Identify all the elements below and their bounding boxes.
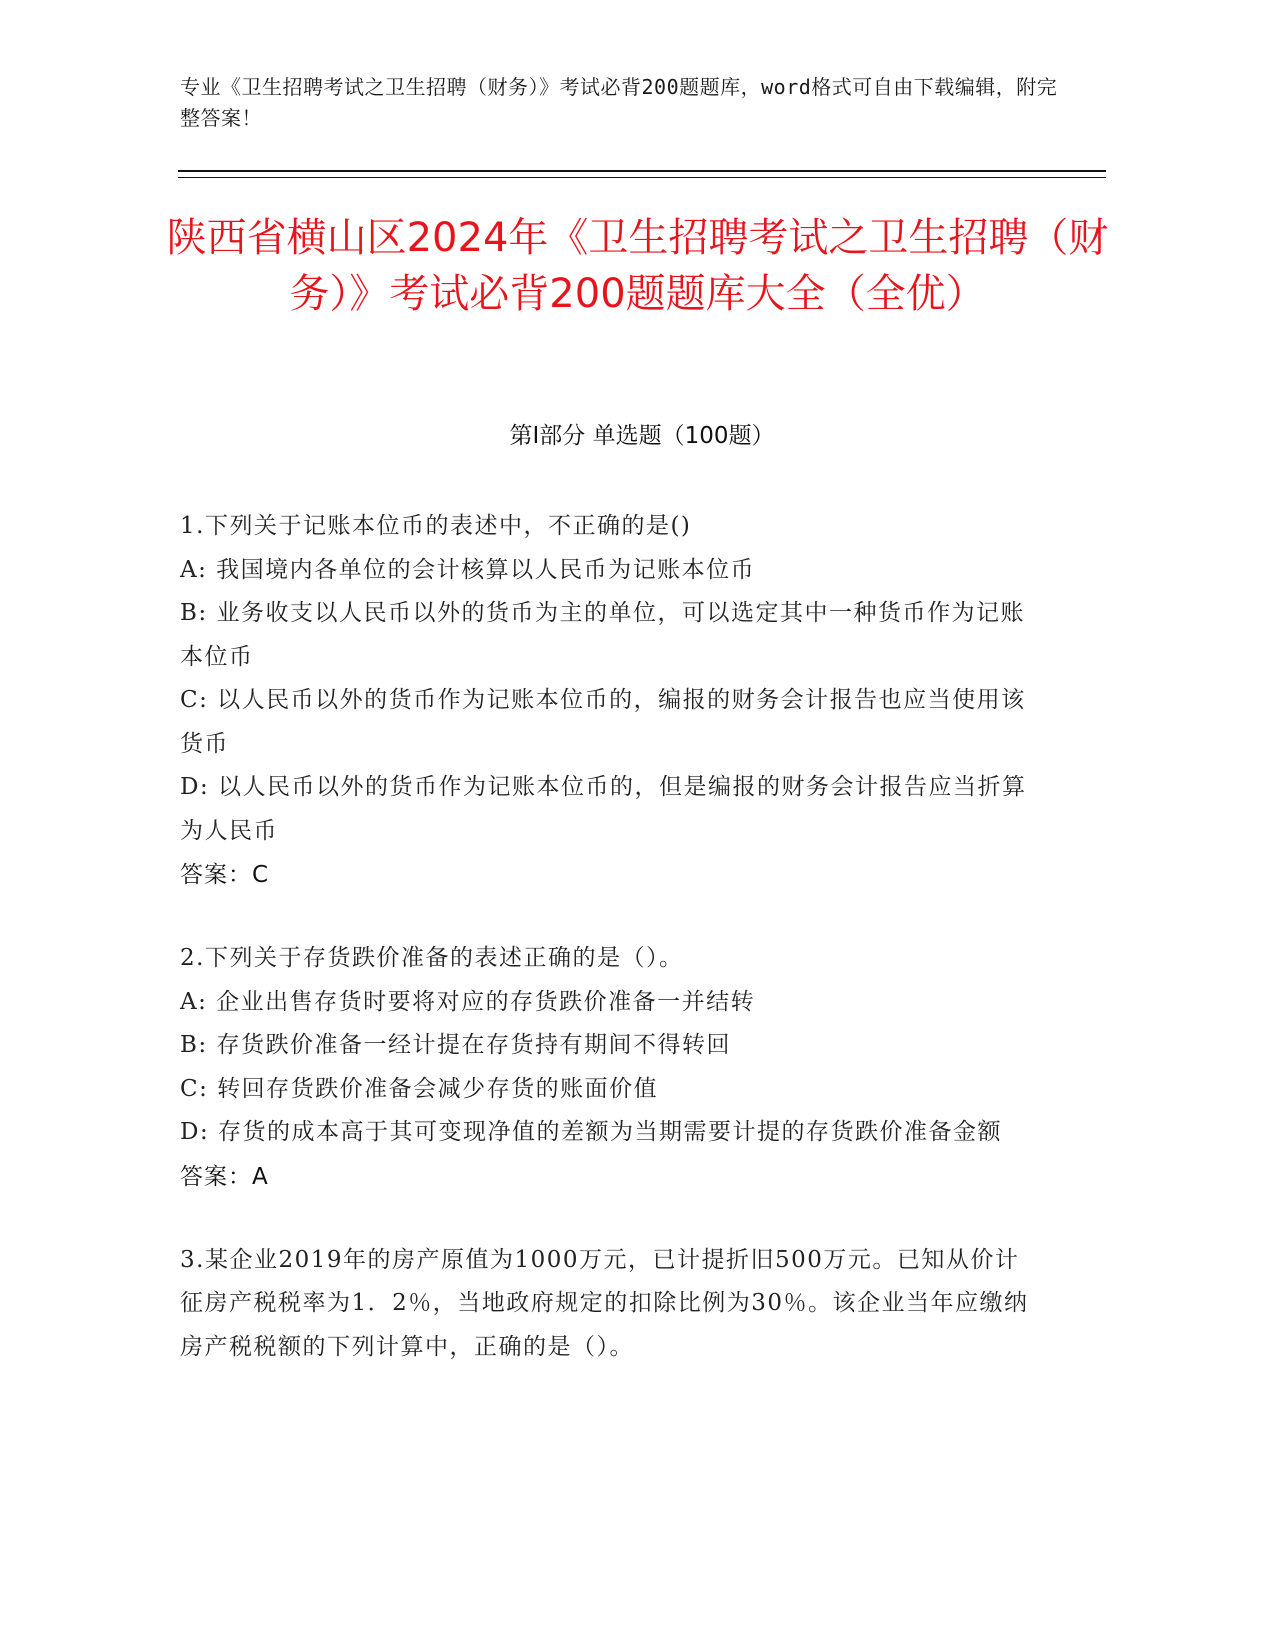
option-a: A: 企业出售存货时要将对应的存货跌价准备一并结转 [180,988,756,1015]
question-2 [180,937,1040,1199]
option-d: D: 存货的成本高于其可变现净值的差额为当期需要计提的存货跌价准备金额 [180,1119,1003,1145]
option-c: C: 转回存货跌价准备会减少存货的账面价值 [180,1075,659,1102]
question-1 [180,505,1040,897]
document-title: 陕西省横山区2024年《卫生招聘考试之卫生招聘（财务）》考试必背200题题库大全（全优） [166,215,1109,317]
header-divider-thick [178,170,1106,172]
question-3 [180,1239,1040,1370]
answer: 答案：A [180,1163,269,1190]
question-stem: 1.下列关于记账本位币的表述中，不正确的是() [180,513,692,539]
option-a: A: 我国境内各单位的会计核算以人民币为记账本位币 [180,556,756,583]
option-b: B: 业务收支以人民币以外的货币为主的单位，可以选定其中一种货币作为记账本位币 [180,600,1025,670]
section-title: 第Ⅰ部分 单选题（100题） [509,423,775,449]
option-d: D: 以人民币以外的货币作为记账本位币的，但是编报的财务会计报告应当折算为人民币 [180,774,1027,844]
question-stem: 2.下列关于存货跌价准备的表述正确的是（）。 [180,945,684,971]
header-note: 专业《卫生招聘考试之卫生招聘（财务）》考试必背200题题库，word格式可自由下载编辑，附完整答案！ [180,75,1058,130]
answer: 答案：C [180,862,270,888]
option-b: B: 存货跌价准备一经计提在存货持有期间不得转回 [180,1032,731,1058]
question-list [180,505,1040,1409]
option-c: C: 以人民币以外的货币作为记账本位币的，编报的财务会计报告也应当使用该货币 [180,687,1026,757]
question-stem: 3.某企业2019年的房产原值为1000万元，已计提折旧500万元。已知从价计征房产税税率为1．2％，当地政府规定的扣除比例为30％。该企业当年应缴纳房产税税额的下列计算中，正确的是（）。 [180,1246,1029,1360]
header-divider-thin [178,177,1106,178]
